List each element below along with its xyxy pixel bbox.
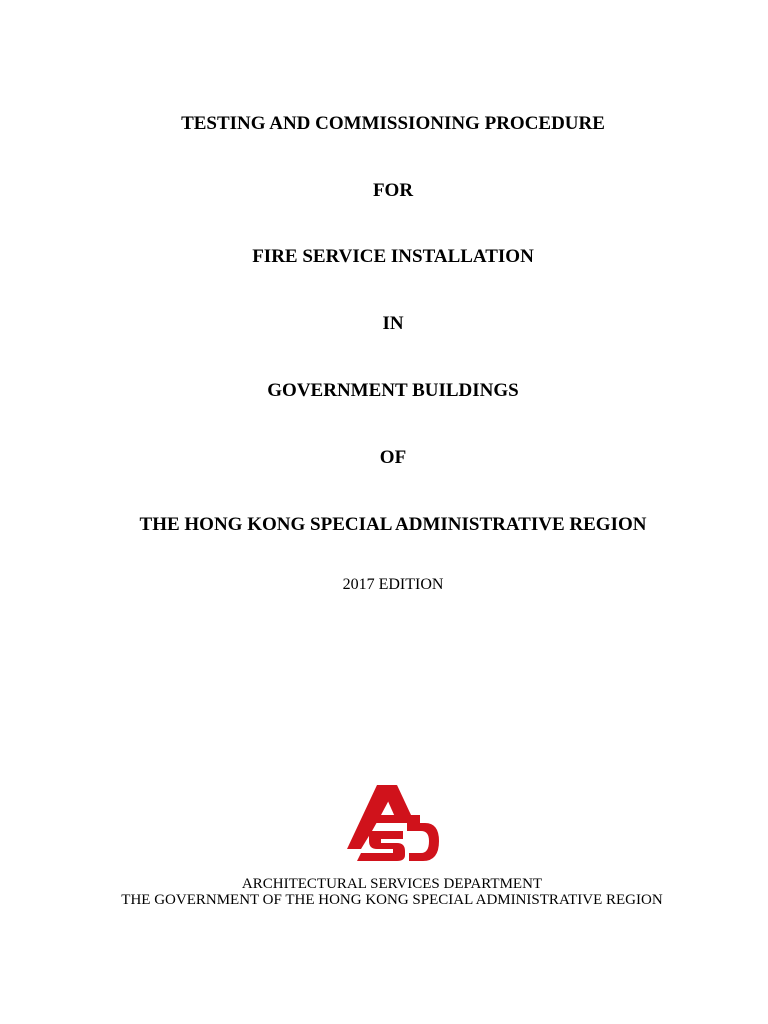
footer-department: ARCHITECTURAL SERVICES DEPARTMENT xyxy=(241,876,543,892)
asd-logo-icon xyxy=(347,785,439,861)
title-line-7: THE HONG KONG SPECIAL ADMINISTRATIVE REGION xyxy=(139,514,647,535)
title-line-3: FIRE SERVICE INSTALLATION xyxy=(252,246,534,267)
title-line-5: GOVERNMENT BUILDINGS xyxy=(267,380,519,401)
title-line-1: TESTING AND COMMISSIONING PROCEDURE xyxy=(181,113,605,134)
title-line-6: OF xyxy=(379,447,407,468)
title-line-2: FOR xyxy=(372,180,414,201)
title-line-4: IN xyxy=(382,313,404,334)
footer-government: THE GOVERNMENT OF THE HONG KONG SPECIAL ADMINISTRATIVE REGION xyxy=(121,892,663,908)
edition-label: 2017 EDITION xyxy=(342,576,444,593)
